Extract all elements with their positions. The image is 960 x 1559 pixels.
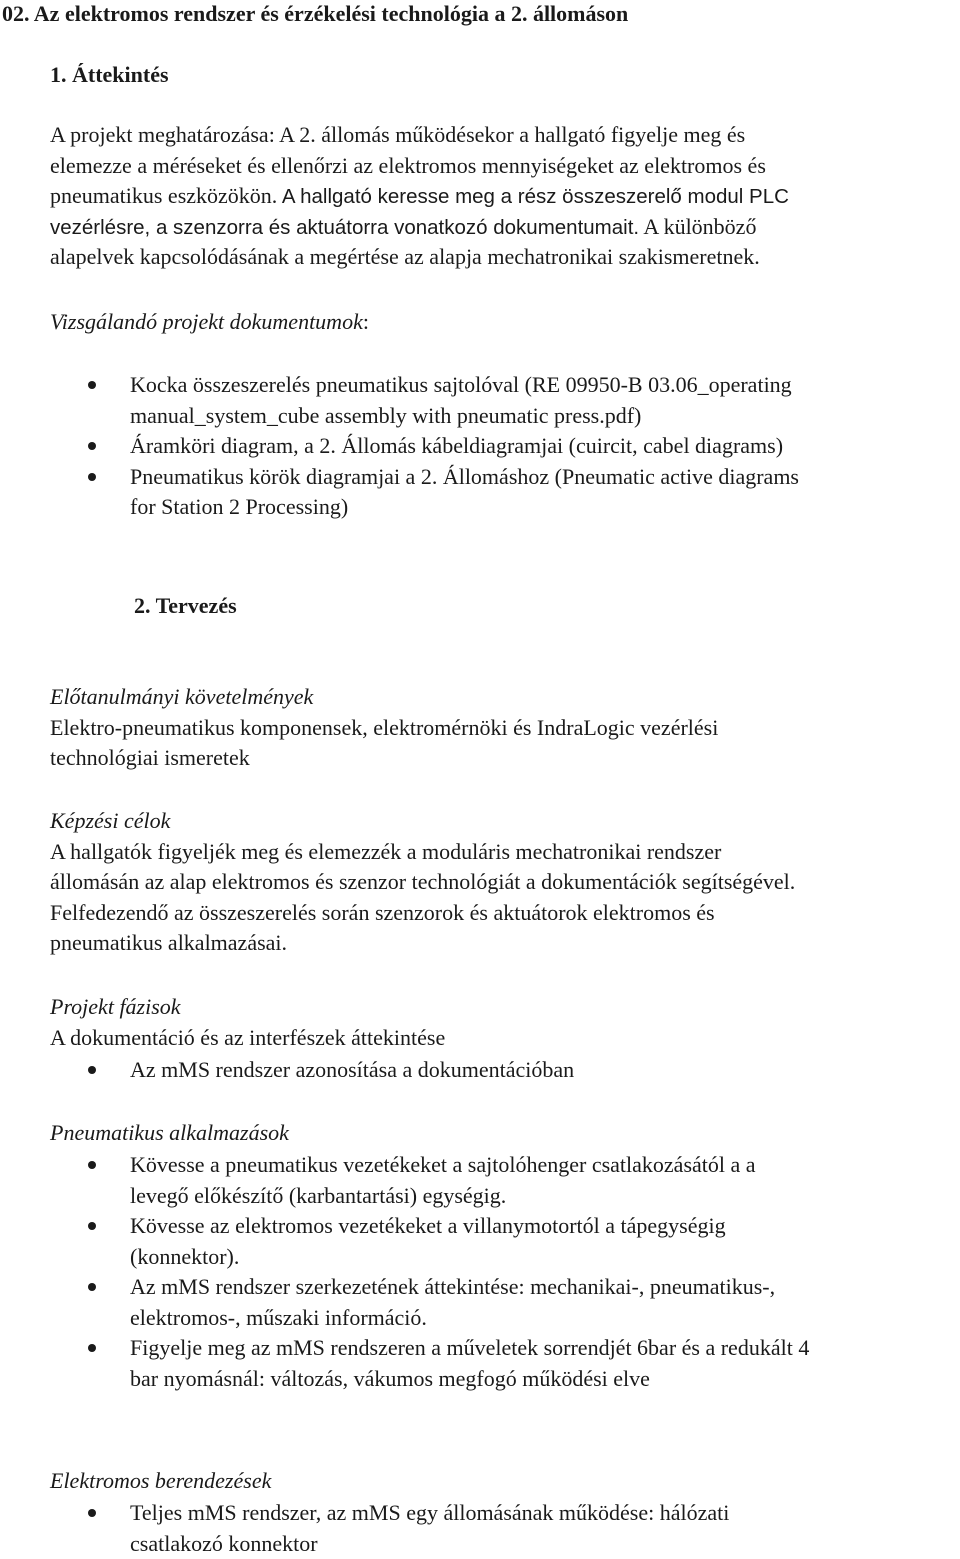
paragraph-fragment: alapelvek kapcsolódásának a megértése az alapja mechatronikai szakismeretnek. xyxy=(50,244,760,269)
docs-label-colon: : xyxy=(363,309,369,334)
paragraph-line: A projekt meghatározása: A 2. állomás működésekor a hallgató figyelje meg és xyxy=(50,120,956,151)
paragraph-line: vezérlésre, a szenzorra és aktuátorra vonatkozó dokumentumait. A különböző xyxy=(50,212,956,243)
project-phases-block xyxy=(50,992,956,1053)
training-goals-block xyxy=(50,806,956,959)
list-item xyxy=(0,431,960,462)
paragraph-line xyxy=(50,181,956,212)
electrical-equipment-label: Elektromos berendezések xyxy=(50,1466,956,1497)
list-item-line: manual_system_cube assembly with pneumatic press.pdf) xyxy=(130,401,960,432)
section-heading-planning: 2. Tervezés xyxy=(134,592,237,620)
documents-list xyxy=(0,370,960,523)
paragraph-line: technológiai ismeretek xyxy=(50,743,956,774)
docs-label-wrapper xyxy=(50,307,956,338)
docs-label-line xyxy=(50,307,956,338)
list-item-line: elektromos-, műszaki információ. xyxy=(130,1303,960,1334)
list-item-line: csatlakozó konnektor xyxy=(130,1529,960,1559)
list-item xyxy=(0,462,960,523)
prerequisites-block xyxy=(50,682,956,774)
pneumatic-applications-block xyxy=(50,1118,956,1149)
bullet-icon xyxy=(88,1283,96,1291)
list-item xyxy=(0,370,960,431)
paragraph-line: Elektro-pneumatikus komponensek, elektromérnöki és IndraLogic vezérlési xyxy=(50,713,956,744)
list-item xyxy=(0,1333,960,1394)
electrical-equipment-list xyxy=(0,1498,960,1559)
list-item-line: Kövesse az elektromos vezetékeket a villanymotortól a tápegységig xyxy=(130,1211,960,1242)
paragraph-line: pneumatikus alkalmazásai. xyxy=(50,928,956,959)
paragraph-line: elemezze a méréseket és ellenőrzi az elektromos mennyiségeket az elektromos és xyxy=(50,151,956,182)
bullet-icon xyxy=(88,473,96,481)
list-item-line: Teljes mMS rendszer, az mMS egy állomásának működése: hálózati xyxy=(130,1498,960,1529)
list-item-line: Figyelje meg az mMS rendszeren a műveletek sorrendjét 6bar és a redukált 4 xyxy=(130,1333,960,1364)
paragraph-fragment: A hallgató keresse meg a rész összeszerelő modul PLC xyxy=(277,185,789,208)
list-item-line: Az mMS rendszer szerkezetének áttekintése: mechanikai-, pneumatikus-, xyxy=(130,1272,960,1303)
project-definition-paragraph xyxy=(50,120,956,273)
list-item xyxy=(0,1055,960,1086)
bullet-icon xyxy=(88,1222,96,1230)
bullet-icon xyxy=(88,1066,96,1074)
section-heading-overview: 1. Áttekintés xyxy=(50,61,169,89)
docs-label: Vizsgálandó projekt dokumentumok xyxy=(50,309,363,334)
list-item xyxy=(0,1272,960,1333)
training-goals-label: Képzési célok xyxy=(50,806,956,837)
paragraph-line: Felfedezendő az összeszerelés során szenzorok és aktuátorok elektromos és xyxy=(50,898,956,929)
paragraph-line xyxy=(50,242,956,273)
project-phases-label: Projekt fázisok xyxy=(50,992,956,1023)
paragraph-fragment: A különböző xyxy=(639,214,756,239)
bullet-icon xyxy=(88,442,96,450)
prerequisites-label: Előtanulmányi követelmények xyxy=(50,682,956,713)
paragraph-line: A dokumentáció és az interfészek áttekintése xyxy=(50,1023,956,1054)
electrical-equipment-block xyxy=(50,1466,956,1497)
list-item-line: Kövesse a pneumatikus vezetékeket a sajtolóhenger csatlakozásától a a xyxy=(130,1150,960,1181)
list-item-line: Az mMS rendszer azonosítása a dokumentációban xyxy=(130,1055,960,1086)
list-item-line: Kocka összeszerelés pneumatikus sajtolóval (RE 09950-B 03.06_operating xyxy=(130,370,960,401)
bullet-icon xyxy=(88,1161,96,1169)
paragraph-line: állomásán az alap elektromos és szenzor technológiát a dokumentációk segítségével. xyxy=(50,867,956,898)
list-item-line: Pneumatikus körök diagramjai a 2. Állomáshoz (Pneumatic active diagrams xyxy=(130,462,960,493)
project-phases-list xyxy=(0,1055,960,1086)
list-item-line: levegő előkészítő (karbantartási) egységig. xyxy=(130,1181,960,1212)
pneumatic-applications-label: Pneumatikus alkalmazások xyxy=(50,1118,956,1149)
bullet-icon xyxy=(88,1344,96,1352)
pneumatic-applications-list xyxy=(0,1150,960,1394)
document-title: 02. Az elektromos rendszer és érzékelési technológia a 2. állomáson xyxy=(2,0,628,28)
list-item xyxy=(0,1150,960,1211)
bullet-icon xyxy=(88,381,96,389)
list-item-line: Áramköri diagram, a 2. Állomás kábeldiagramjai (cuircit, cabel diagrams) xyxy=(130,431,960,462)
paragraph-line: A hallgatók figyeljék meg és elemezzék a moduláris mechatronikai rendszer xyxy=(50,837,956,868)
list-item-line: for Station 2 Processing) xyxy=(130,492,960,523)
list-item-line: bar nyomásnál: változás, vákumos megfogó működési elve xyxy=(130,1364,960,1395)
bullet-icon xyxy=(88,1509,96,1517)
list-item-line: (konnektor). xyxy=(130,1242,960,1273)
list-item xyxy=(0,1211,960,1272)
paragraph-fragment: pneumatikus eszközökön. xyxy=(50,183,277,208)
list-item xyxy=(0,1498,960,1559)
